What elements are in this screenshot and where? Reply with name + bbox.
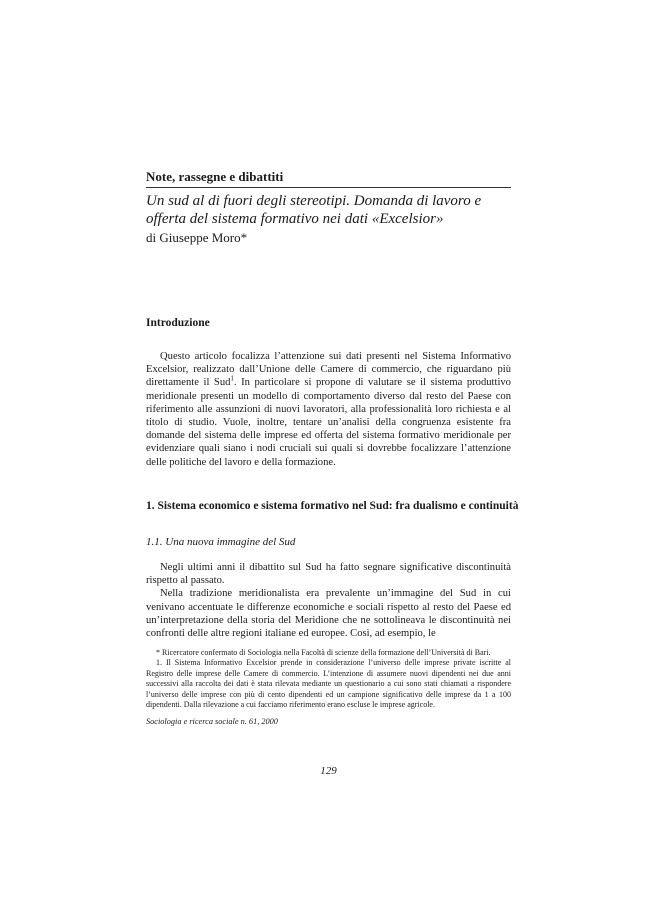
section-paragraph: Nella tradizione meridionalista era prevalente un’immagine del Sud in cui venivano accentuate le differenze economiche e sociali rispetto al resto del Paese ed un’interpretazione della storia del Meridione che ne sottolineava le discontinuità nei confronti delle altre regioni italiane ed europee. Così, ad esempio, le xyxy=(146,588,511,640)
header-rule xyxy=(146,187,511,188)
intro-paragraph xyxy=(146,350,511,469)
section-label: Note, rassegne e dibattiti xyxy=(146,169,284,184)
footnote-1: 1. Il Sistema Informativo Excelsior prende in considerazione l’universo delle imprese private iscritte al Registro delle imprese delle Camere di commercio. L’intenzione di assumere nuovi dipendenti nei due anni successivi alla raccolta dei dati è stata rilevata mediante un questionario a cui sono stati chiamati a rispondere l’universo delle imprese con più di cento dipendenti ed un campione significativo delle imprese da 1 a 100 dipendenti. Dalla rilevazione a cui facciamo riferimento erano escluse le imprese agricole. xyxy=(146,658,511,710)
journal-citation: Sociologia e ricerca sociale n. 61, 2000 xyxy=(146,717,278,726)
subsection-heading: 1.1. Una nuova immagine del Sud xyxy=(146,536,296,548)
footnote-ref: 1 xyxy=(230,374,234,383)
intro-text-2: . In particolare si propone di valutare se il sistema produttivo meridionale presenti un modello di comportamento diverso dal resto del Paese con riferimento alle assunzioni di nuovi lavoratori, alla professionalità loro richiesta e al titolo di studio. Vuole, inoltre, tentare un’analisi della congruenza esistente fra domande del sistema delle imprese ed offerta del sistema formativo meridionale per evidenziare quali siano i nodi cruciali sui quali si dovrebbe focalizzare l’attenzione delle politiche del lavoro e della formazione. xyxy=(146,377,511,468)
page-number: 129 xyxy=(320,765,337,777)
intro-heading: Introduzione xyxy=(146,317,210,329)
article-title: Un sud al di fuori degli stereotipi. Domanda di lavoro e offerta del sistema formativo nei dati «Excelsior» xyxy=(146,193,482,227)
article-author: di Giuseppe Moro* xyxy=(146,230,248,245)
section-body xyxy=(146,561,511,640)
section-heading: 1. Sistema economico e sistema formativo nel Sud: fra dualismo e continuità xyxy=(146,500,519,512)
section-paragraph: Negli ultimi anni il dibattito sul Sud ha fatto segnare significative discontinuità rispetto al passato. xyxy=(146,562,511,587)
footnote-author: * Ricercatore confermato di Sociologia nella Facoltà di scienze della formazione dell’Università di Bari. xyxy=(156,648,491,657)
intro-text-1: Questo articolo focalizza l’attenzione sui dati presenti nel Sistema Informativo Excelsior, realizzato dall’Unione delle Camere di commercio, che riguardano più direttamente il Sud xyxy=(146,351,511,389)
footnotes xyxy=(146,648,511,710)
